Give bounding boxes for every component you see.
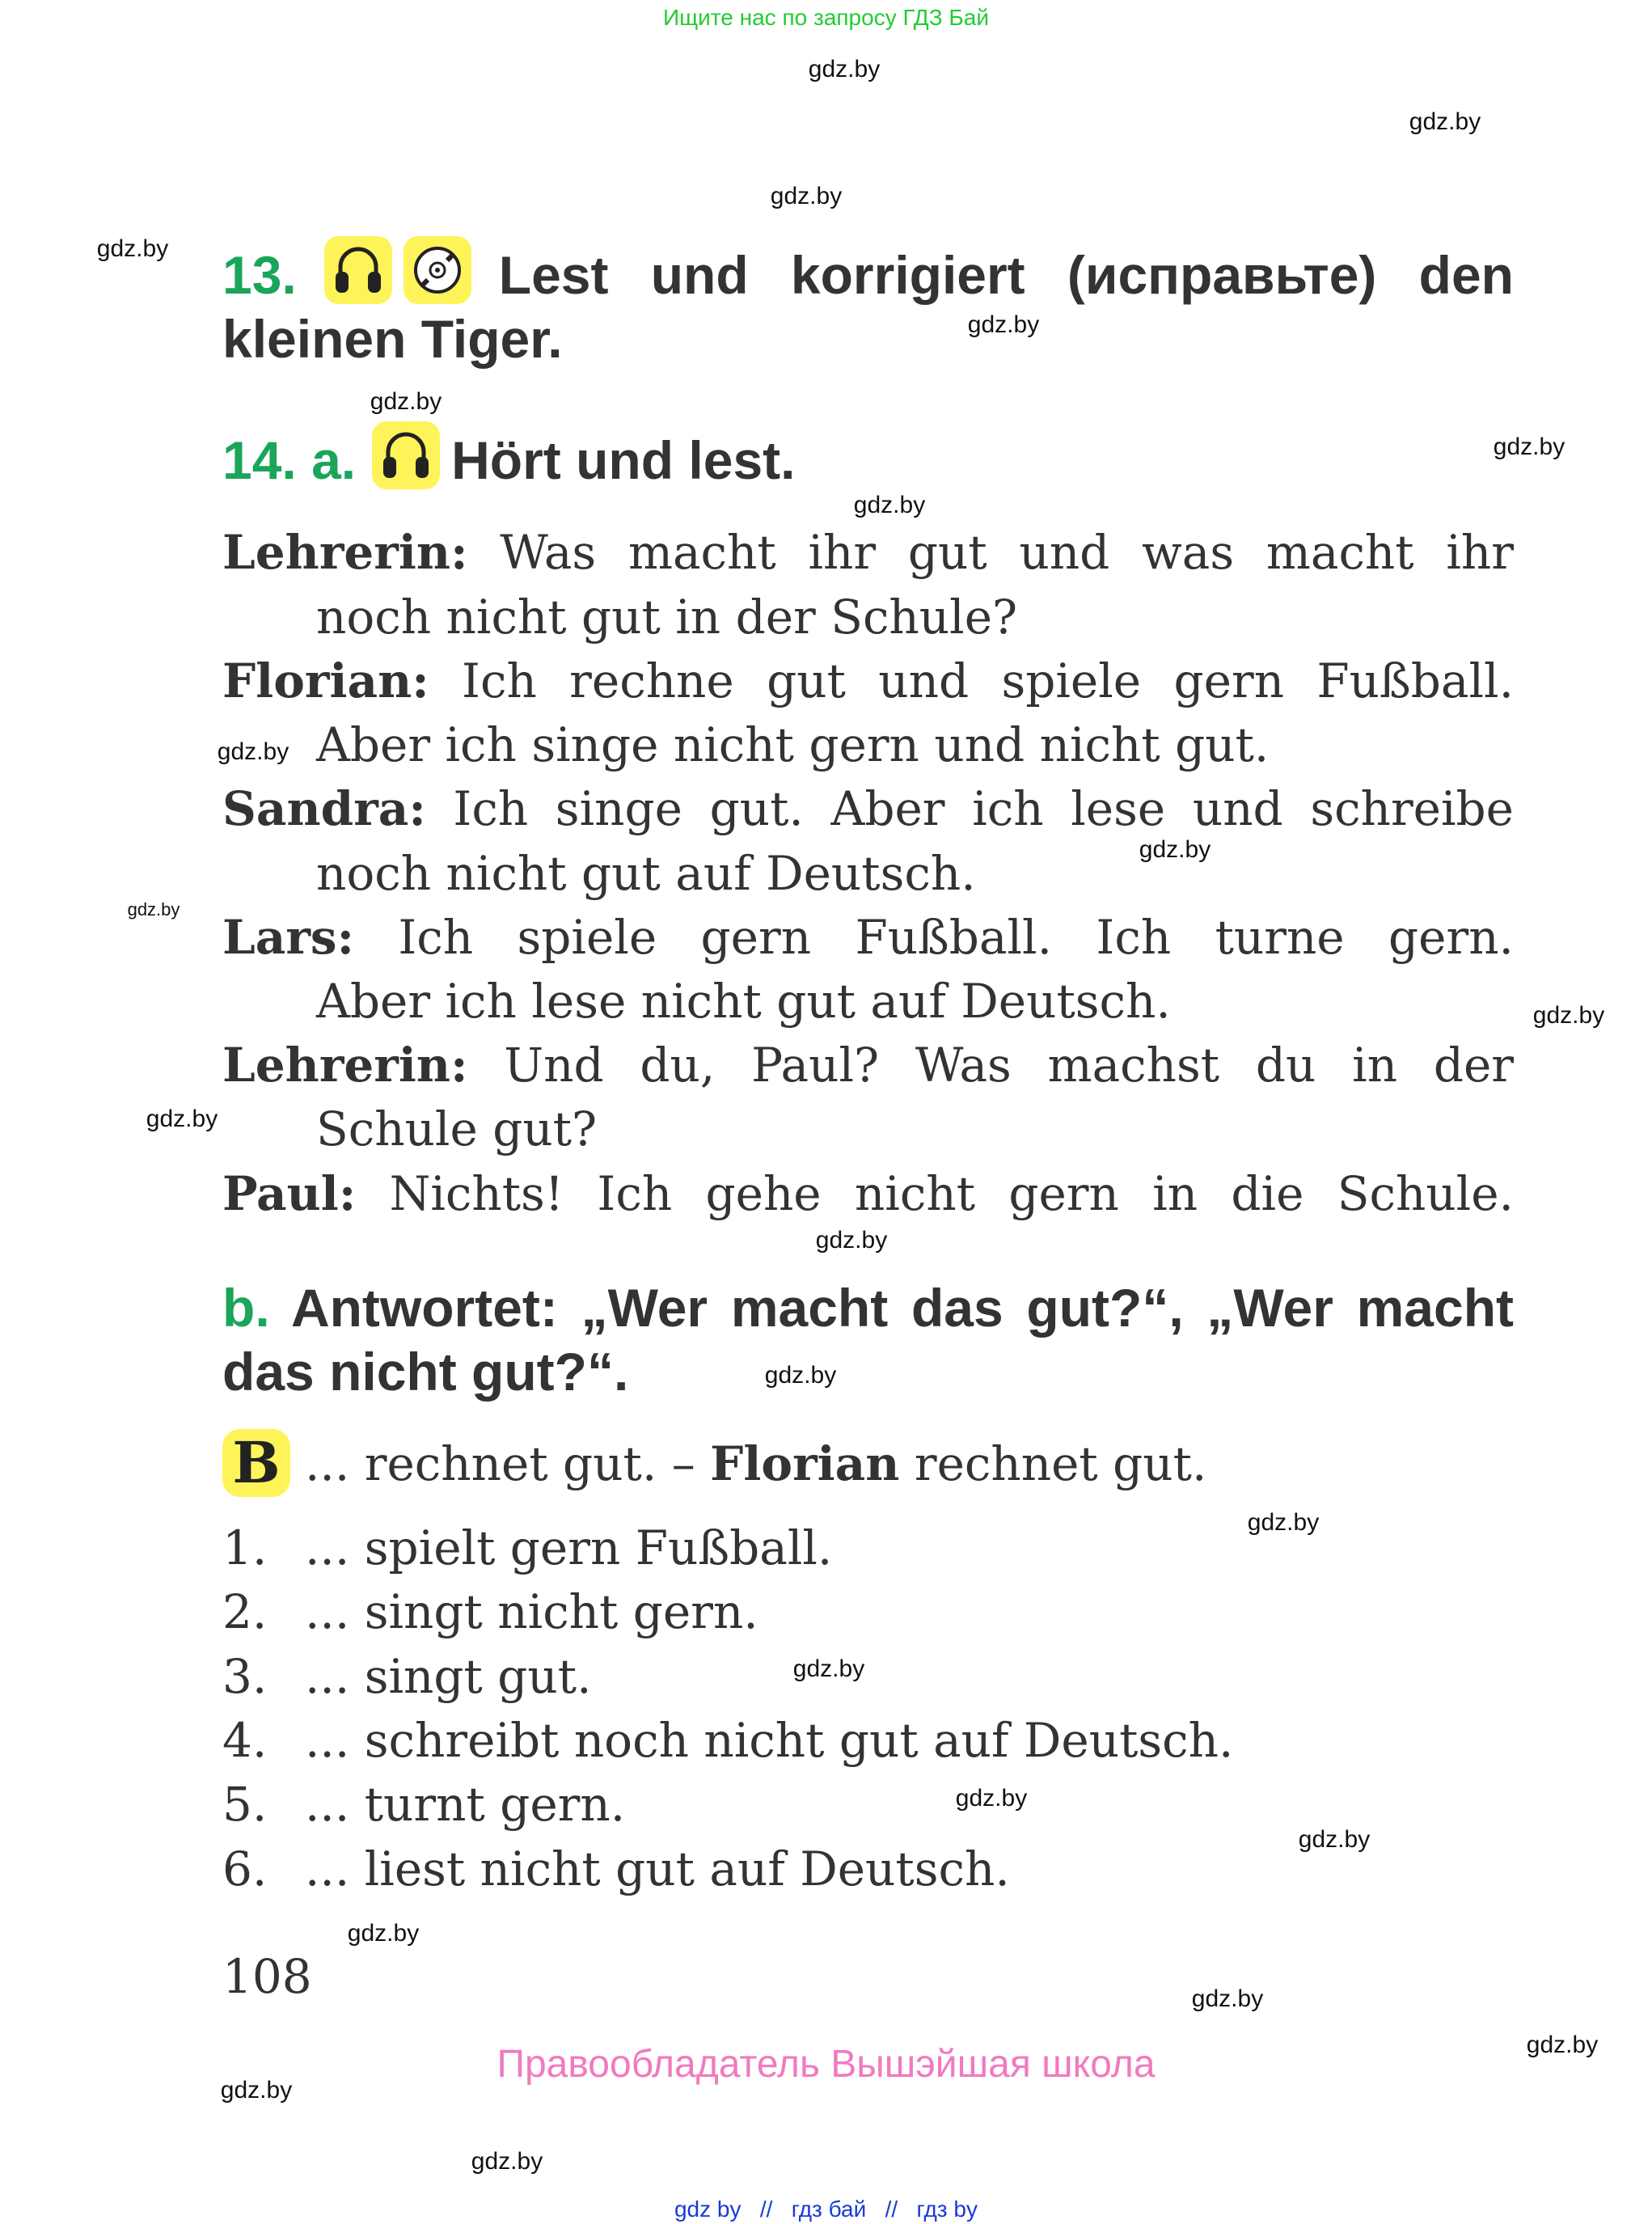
dialogue-line xyxy=(222,520,1514,585)
speaker: Lehrerin: xyxy=(222,525,468,580)
footer-separator: // xyxy=(759,2197,773,2222)
watermark: gdz.by xyxy=(853,492,926,518)
speaker: Sandra: xyxy=(222,781,426,836)
exercise-14b-line-2: das nicht gut?“. xyxy=(222,1342,629,1402)
watermark: gdz.by xyxy=(1526,2032,1599,2058)
footer-link-gdz-by-cyr[interactable]: гдз by xyxy=(916,2197,978,2222)
exercise-label: b. xyxy=(222,1278,270,1338)
watermark: gdz.by xyxy=(220,2077,293,2103)
watermark: gdz.by xyxy=(471,2148,543,2175)
watermark: gdz.by xyxy=(792,1655,865,1682)
item-text: ... spielt gern Fußball. xyxy=(305,1520,833,1575)
watermark: gdz.by xyxy=(217,738,289,765)
exercise-14b-line-1 xyxy=(222,1275,1514,1340)
watermark: gdz.by xyxy=(1247,1509,1320,1536)
headphones-icon xyxy=(372,421,440,489)
headphones-icon xyxy=(324,236,392,304)
watermark: gdz.by xyxy=(1298,1826,1371,1853)
watermark: gdz.by xyxy=(1493,433,1565,460)
item-text: ... singt nicht gern. xyxy=(305,1584,758,1639)
dialogue-line xyxy=(222,649,1514,713)
dialogue-line: noch nicht gut auf Deutsch. xyxy=(316,846,976,901)
copyright-notice: Правообладатель Вышэйшая школа xyxy=(496,2043,1156,2086)
watermark: gdz.by xyxy=(1139,836,1211,863)
watermark: gdz.by xyxy=(764,1362,837,1389)
watermark: gdz.by xyxy=(955,1785,1028,1812)
item-text: ... turnt gern. xyxy=(305,1777,626,1832)
speaker: Florian: xyxy=(222,653,429,708)
dialogue-line xyxy=(222,1161,1514,1226)
search-banner: Ищите нас по запросу ГДЗ Бай xyxy=(662,5,990,30)
dialogue-text: Was macht ihr gut und was macht ihr xyxy=(500,525,1515,580)
exercise-number: 14. a. xyxy=(222,430,357,490)
exercise-13-heading xyxy=(222,241,1514,309)
speaker: Lars: xyxy=(222,910,354,965)
task-item xyxy=(222,1772,625,1837)
exercise-13-line-2: kleinen Tiger. xyxy=(222,309,563,369)
dialogue-line: Schule gut? xyxy=(316,1101,598,1156)
task-item xyxy=(222,1708,1233,1773)
dialogue-line: Aber ich singe nicht gern und nicht gut. xyxy=(316,717,1270,772)
dialogue-line: noch nicht gut in der Schule? xyxy=(316,590,1018,645)
item-number: 3. xyxy=(222,1649,268,1704)
dialogue-text: Und du, Paul? Was machst du in der xyxy=(504,1038,1515,1093)
item-number: 4. xyxy=(222,1713,268,1768)
exercise-13-line-1: Lest und korrigiert (исправьте) den xyxy=(498,245,1514,305)
footer-link-gdz-by[interactable]: gdz by xyxy=(674,2197,741,2222)
example-badge-icon: B xyxy=(222,1429,290,1497)
watermark: gdz.by xyxy=(146,1106,218,1132)
example-line xyxy=(222,1428,1207,1502)
task-item xyxy=(222,1516,832,1580)
task-item xyxy=(222,1644,592,1709)
watermark: gdz.by xyxy=(370,388,442,415)
footer-separator: // xyxy=(885,2197,898,2222)
item-text: ... schreibt noch nicht gut auf Deutsch. xyxy=(305,1713,1234,1768)
watermark: gdz.by xyxy=(967,311,1040,338)
cd-icon xyxy=(403,236,471,304)
item-number: 1. xyxy=(222,1520,268,1575)
watermark: gdz.by xyxy=(347,1920,420,1947)
dialogue-line xyxy=(222,905,1514,970)
exercise-instruction: Antwortet: „Wer macht das gut?“, „Wer macht xyxy=(290,1278,1514,1338)
exercise-14a-heading xyxy=(222,426,795,494)
footer-link-gdz-bai[interactable]: гдз бай xyxy=(791,2197,867,2222)
dialogue-text: Ich singe gut. Aber ich lese und schreibe xyxy=(453,781,1514,836)
item-text: ... singt gut. xyxy=(305,1649,592,1704)
watermark: gdz.by xyxy=(96,235,169,262)
task-item xyxy=(222,1579,758,1644)
watermark: gdz.by xyxy=(1191,1985,1264,2012)
watermark: gdz.by xyxy=(815,1227,888,1254)
exercise-title: Hört und lest. xyxy=(451,430,796,490)
speaker: Paul: xyxy=(222,1166,357,1221)
dialogue-text: Ich rechne gut und spiele gern Fußball. xyxy=(462,653,1515,708)
footer-links xyxy=(0,2197,1652,2222)
example-answer-rest: rechnet gut. xyxy=(914,1436,1207,1491)
page-number: 108 xyxy=(222,1949,312,2004)
item-number: 6. xyxy=(222,1841,268,1896)
dialogue-text: Ich spiele gern Fußball. Ich turne gern. xyxy=(398,910,1514,965)
speaker: Lehrerin: xyxy=(222,1038,468,1093)
watermark: gdz.by xyxy=(127,899,180,920)
watermark: gdz.by xyxy=(770,183,843,209)
task-item xyxy=(222,1837,1010,1901)
watermark: gdz.by xyxy=(1409,108,1481,135)
item-number: 5. xyxy=(222,1777,268,1832)
dialogue-line xyxy=(222,776,1514,841)
dialogue-text: Nichts! Ich gehe nicht gern in die Schule. xyxy=(389,1166,1514,1221)
watermark: gdz.by xyxy=(808,56,881,82)
example-answer-name: Florian xyxy=(710,1436,900,1491)
dialogue-line: Aber ich lese nicht gut auf Deutsch. xyxy=(316,974,1171,1029)
watermark: gdz.by xyxy=(1532,1002,1605,1029)
item-text: ... liest nicht gut auf Deutsch. xyxy=(305,1841,1010,1896)
exercise-number: 13. xyxy=(222,245,297,305)
dialogue-line xyxy=(222,1033,1514,1097)
example-prompt: ... rechnet gut. – xyxy=(305,1436,695,1491)
item-number: 2. xyxy=(222,1584,268,1639)
